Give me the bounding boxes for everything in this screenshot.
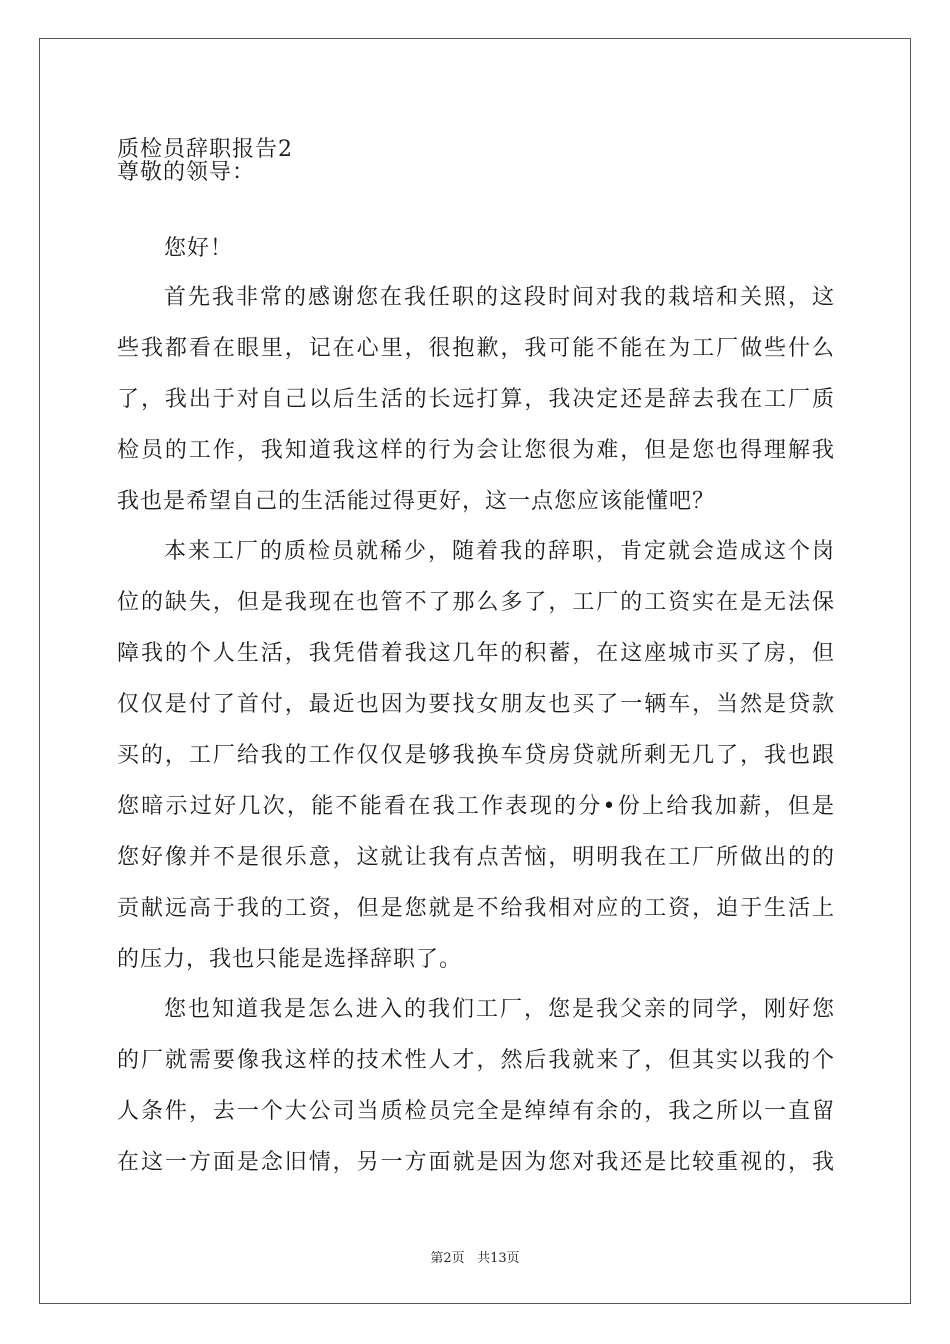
paragraph-2-line: 本来工厂的质检员就稀少，随着我的辞职，肯定就会造成这个岗	[164, 539, 835, 564]
paragraph-3-line: 您也知道我是怎么进入的我们工厂，您是我父亲的同学，刚好您	[164, 997, 835, 1022]
total-pages: 共13页	[477, 1251, 520, 1266]
paragraph-1-line: 我也是希望自己的生活能过得更好，这一点您应该能懂吧？	[117, 489, 716, 514]
document-title: 质检员辞职报告2	[117, 137, 293, 162]
paragraph-2-line: 障我的个人生活，我凭借着我这几年的积蓄，在这座城市买了房，但	[117, 641, 835, 666]
paragraph-2-line: 买的，工厂给我的工作仅仅是够我换车贷房贷就所剩无几了，我也跟	[117, 743, 835, 768]
greeting: 您好！	[164, 236, 234, 261]
paragraph-1-line: 些我都看在眼里，记在心里，很抱歉，我可能不能在为工厂做些什么	[117, 336, 835, 361]
paragraph-3-line: 的厂就需要像我这样的技术性人才，然后我就来了，但其实以我的个	[117, 1048, 835, 1073]
page-footer	[0, 1251, 950, 1267]
page-number: 第2页	[430, 1251, 465, 1266]
paragraph-3-line: 人条件，去一个大公司当质检员完全是绰绰有余的，我之所以一直留	[117, 1099, 835, 1124]
paragraph-2-line: 仅仅是付了首付，最近也因为要找女朋友也买了一辆车，当然是贷款	[117, 692, 835, 717]
paragraph-3-line: 在这一方面是念旧情，另一方面就是因为您对我还是比较重视的，我	[117, 1150, 835, 1175]
paragraph-1-line: 检员的工作，我知道我这样的行为会让您很为难，但是您也得理解我	[117, 438, 835, 463]
paragraph-1-line: 首先我非常的感谢您在我任职的这段时间对我的栽培和关照，这	[164, 285, 835, 310]
paragraph-1-line: 了，我出于对自己以后生活的长远打算，我决定还是辞去我在工厂质	[117, 387, 835, 412]
paragraph-2-line: 您好像并不是很乐意，这就让我有点苦恼，明明我在工厂所做出的的	[117, 845, 835, 870]
paragraph-2-line: 位的缺失，但是我现在也管不了那么多了，工厂的工资实在是无法保	[117, 590, 835, 615]
salutation: 尊敬的领导：	[117, 160, 256, 185]
paragraph-2-line: 您暗示过好几次，能不能看在我工作表现的分•份上给我加薪，但是	[117, 794, 835, 819]
paragraph-2-line: 贡献远高于我的工资，但是您就是不给我相对应的工资，迫于生活上	[117, 896, 835, 921]
paragraph-2-line: 的压力，我也只能是选择辞职了。	[117, 947, 463, 972]
